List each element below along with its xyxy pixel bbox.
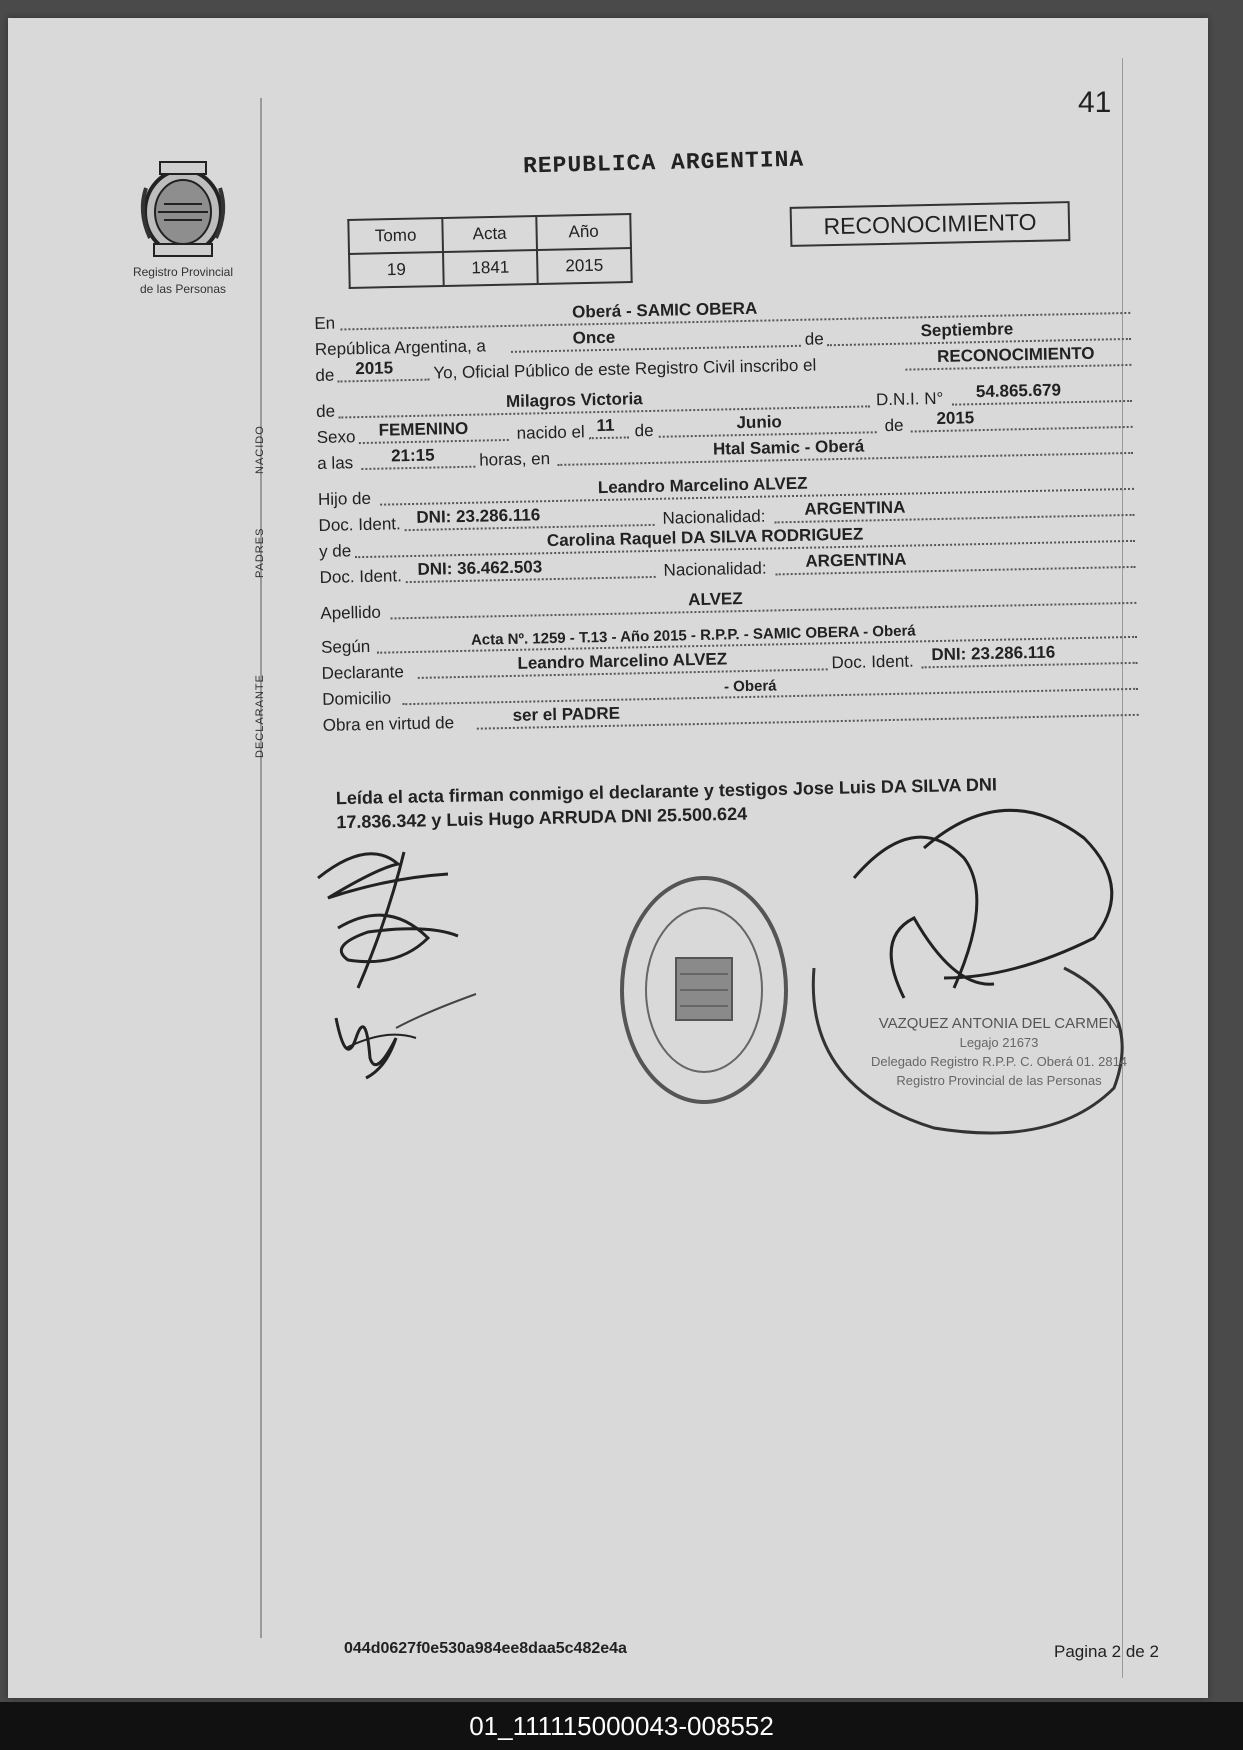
dotted-line <box>361 466 475 470</box>
value-inscribo: RECONOCIMIENTO <box>936 343 1095 366</box>
label-doc: Doc. Ident. <box>318 514 401 535</box>
value-obra: ser el PADRE <box>512 703 621 725</box>
seal-role: Delegado Registro R.P.P. C. Oberá 01. 2814 <box>870 1054 1128 1069</box>
value-en: Oberá - SAMIC OBERA <box>571 298 758 322</box>
value-father-nat: ARGENTINA <box>804 497 906 519</box>
value-month: Septiembre <box>920 319 1014 341</box>
label-domicilio: Domicilio <box>322 688 392 709</box>
signature-official <box>794 788 1134 1148</box>
record-form <box>314 291 1139 736</box>
label-en: En <box>314 313 336 333</box>
value-birth-month: Junio <box>736 412 783 433</box>
value-mother: Carolina Raquel DA SILVA RODRIGUEZ <box>546 524 864 551</box>
value-mother-nat: ARGENTINA <box>805 549 907 571</box>
value-anio: 2015 <box>537 248 632 284</box>
side-label-padres: PADRES <box>254 527 266 578</box>
side-label-declarante: DECLARANTE <box>254 674 266 758</box>
value-dni: 54.865.679 <box>975 380 1062 402</box>
dotted-line <box>589 436 629 439</box>
label-nacionalidad-mother: Nacionalidad: <box>663 558 767 580</box>
delegation-stamp <box>616 870 792 1110</box>
value-father: Leandro Marcelino ALVEZ <box>597 473 808 498</box>
label-de-name: de <box>315 401 336 421</box>
closing-line-1: Leída el acta firman conmigo el declarante y testigos Jose Luis DA SILVA DNI <box>335 774 998 809</box>
value-domicilio: - Oberá <box>723 677 777 696</box>
provincial-logo <box>123 158 243 296</box>
value-tomo: 19 <box>349 252 444 288</box>
label-de-birth: de <box>634 420 654 441</box>
logo-caption-line2: de las Personas <box>139 282 227 296</box>
label-obra: Obra en virtud de <box>322 713 455 735</box>
label-yo: Yo, Oficial Público de este Registro Civil inscribo el <box>433 355 817 383</box>
signature-witness <box>326 978 486 1088</box>
value-declarante: Leandro Marcelino ALVEZ <box>517 649 728 673</box>
value-birth-year: 2015 <box>936 408 975 428</box>
value-sexo: FEMENINO <box>378 418 469 440</box>
seal-legajo: Legajo 21673 <box>959 1035 1039 1050</box>
label-de-birth-year: de <box>884 415 904 436</box>
label-declarante: Declarante <box>321 662 405 683</box>
seal-name: VAZQUEZ ANTONIA DEL CARMEN <box>878 1015 1120 1032</box>
value-place: Htal Samic - Oberá <box>712 436 865 459</box>
label-apellido: Apellido <box>320 602 382 623</box>
value-day: Once <box>572 327 616 348</box>
label-horas: horas, en <box>479 449 551 470</box>
document-page <box>8 18 1208 1698</box>
value-acta: 1841 <box>443 250 538 286</box>
seal-org: Registro Provincial de las Personas <box>896 1073 1102 1088</box>
header-tomo: Tomo <box>348 218 443 254</box>
value-name: Milagros Victoria <box>505 389 643 411</box>
scan-id: 01_111115000043-008552 <box>469 1711 774 1741</box>
label-nacido: nacido el <box>516 422 585 443</box>
value-mother-doc: DNI: 36.462.503 <box>417 557 543 579</box>
value-time: 21:15 <box>390 445 435 466</box>
label-alas: a las <box>317 453 354 473</box>
label-hijo: Hijo de <box>317 488 372 509</box>
header-anio: Año <box>536 214 631 250</box>
label-yde: y de <box>318 541 352 561</box>
page-number: 41 <box>1078 86 1112 119</box>
dotted-line <box>338 379 430 383</box>
registry-table <box>347 213 632 289</box>
value-declarante-doc: DNI: 23.286.116 <box>931 642 1056 665</box>
label-dni: D.N.I. N° <box>875 388 944 410</box>
label-de-year: de <box>315 365 335 385</box>
label-sexo: Sexo <box>316 427 356 447</box>
label-de: de <box>804 329 824 349</box>
logo-caption-line1: Registro Provincial <box>132 265 234 279</box>
label-doc-declarante: Doc. Ident. <box>831 651 914 673</box>
label-republica: República Argentina, a <box>314 336 487 359</box>
document-hash: 044d0627f0e530a984ee8daa5c482e4a <box>344 1640 627 1657</box>
header-acta: Acta <box>442 216 537 252</box>
label-nacionalidad: Nacionalidad: <box>662 506 766 528</box>
official-seal <box>868 1014 1130 1090</box>
label-segun: Según <box>320 636 371 657</box>
page-indicator: Pagina 2 de 2 <box>1054 1642 1159 1661</box>
value-year: 2015 <box>355 358 394 379</box>
act-type-box: RECONOCIMIENTO <box>790 201 1071 247</box>
value-birth-day: 11 <box>596 415 615 436</box>
label-doc-mother: Doc. Ident. <box>319 566 403 587</box>
value-apellido: ALVEZ <box>687 589 743 610</box>
closing-line-2: 17.836.342 y Luis Hugo ARRUDA DNI 25.500.624 <box>336 803 748 833</box>
side-label-nacido: NACIDO <box>254 425 266 474</box>
value-father-doc: DNI: 23.286.116 <box>416 505 541 527</box>
coat-of-arms-icon <box>134 158 232 262</box>
value-segun: Acta Nº. 1259 - T.13 - Año 2015 - R.P.P. - SAMIC OBERA - Oberá <box>470 622 916 649</box>
left-margin-line <box>260 98 262 1638</box>
scan-id-bar <box>0 1702 1243 1750</box>
document-title: REPUBLICA ARGENTINA <box>522 146 805 180</box>
